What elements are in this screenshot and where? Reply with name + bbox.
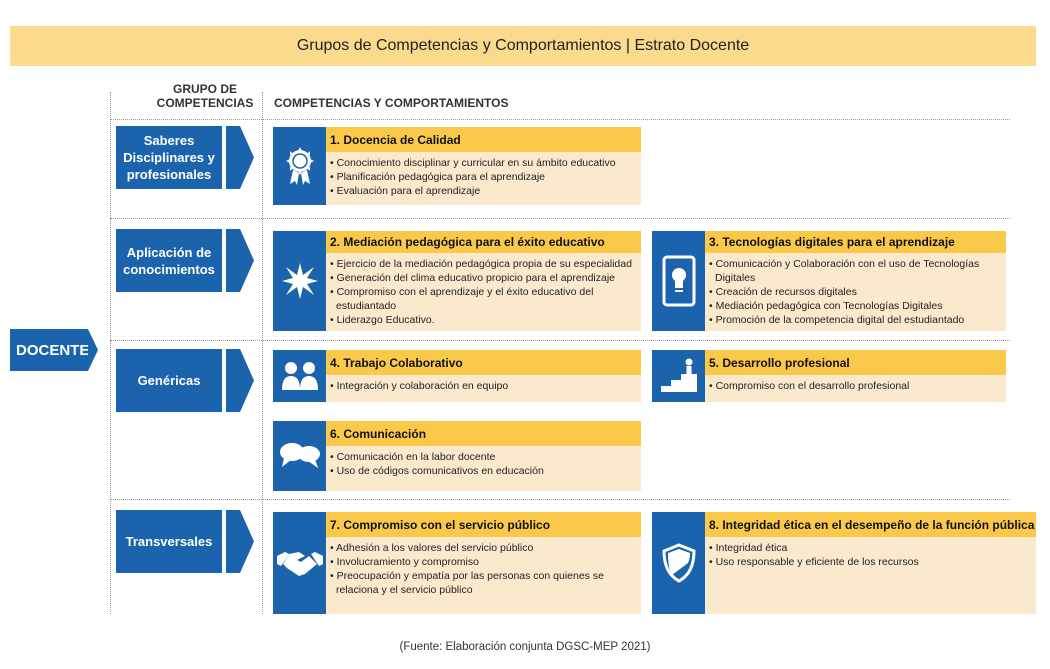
card-item: • Ejercicio de la mediación pedagógica propia de su especialidad — [330, 257, 637, 271]
card-item: • Integridad ética — [709, 541, 1032, 555]
card-item: • Comunicación en la labor docente — [330, 450, 637, 464]
row-divider — [110, 499, 1010, 500]
team-icon — [273, 350, 326, 402]
card-item: • Planificación pedagógica para el aprendizaje — [330, 170, 637, 184]
card-title: 8. Integridad ética en el desempeño de la función pública — [705, 512, 1036, 537]
card-title: 7. Compromiso con el servicio público — [326, 512, 641, 537]
card-item: • Creación de recursos digitales — [709, 285, 1002, 299]
competencies-header: COMPETENCIAS Y COMPORTAMIENTOS — [274, 96, 509, 110]
group-header — [150, 82, 260, 110]
card-item: • Involucramiento y compromiso — [330, 555, 637, 569]
group-box-aplicacion: Aplicación de conocimientos — [116, 229, 222, 292]
handshake-icon — [273, 512, 326, 614]
competency-card-2 — [273, 231, 641, 331]
speech-bubbles-icon — [273, 421, 326, 491]
page-title: Grupos de Competencias y Comportamientos | Estrato Docente — [10, 26, 1036, 66]
group-box-transversales: Transversales — [116, 510, 222, 573]
stairs-person-icon — [652, 350, 705, 402]
card-body — [326, 537, 641, 614]
source-note: (Fuente: Elaboración conjunta DGSC-MEP 2021) — [399, 641, 651, 653]
row-divider — [110, 340, 1010, 341]
card-body — [326, 375, 641, 402]
docente-label: DOCENTE — [10, 329, 88, 371]
tablet-lightbulb-icon — [652, 231, 705, 331]
competency-card-3 — [652, 231, 1006, 331]
group-arrow — [226, 349, 254, 412]
card-body — [326, 253, 641, 331]
card-item: • Comunicación y Colaboración con el uso de Tecnologías Digitales — [709, 257, 1002, 285]
card-title: 3. Tecnologías digitales para el aprendizaje — [705, 231, 1006, 253]
row-divider — [110, 218, 1010, 219]
competency-card-1 — [273, 127, 641, 205]
shield-icon — [652, 512, 705, 614]
card-item: • Generación del clima educativo propicio para el aprendizaje — [330, 271, 637, 285]
card-item: • Liderazgo Educativo. — [330, 313, 637, 327]
group-box-saberes: Saberes Disciplinares y profesionales — [116, 126, 222, 189]
competency-card-5 — [652, 350, 1006, 402]
competency-card-7 — [273, 512, 641, 614]
card-item: • Compromiso con el aprendizaje y el éxito educativo del estudiantado — [330, 285, 637, 313]
card-item: • Conocimiento disciplinar y curricular en su ámbito educativo — [330, 156, 637, 170]
card-item: • Promoción de la competencia digital del estudiantado — [709, 313, 1002, 327]
card-item: • Mediación pedagógica con Tecnologías Digitales — [709, 299, 1002, 313]
group-header-line1: GRUPO DE — [172, 82, 237, 96]
card-title: 2. Mediación pedagógica para el éxito educativo — [326, 231, 641, 253]
card-item: • Evaluación para el aprendizaje — [330, 184, 637, 198]
card-item: • Uso responsable y eficiente de los recursos — [709, 555, 1032, 569]
card-title: 5. Desarrollo profesional — [705, 350, 1006, 375]
group-header-line2: COMPETENCIAS — [156, 96, 254, 110]
group-arrow — [226, 510, 254, 573]
medal-icon — [273, 127, 326, 205]
competency-card-8 — [652, 512, 1036, 614]
competency-card-6 — [273, 421, 641, 491]
card-item: • Integración y colaboración en equipo — [330, 379, 637, 393]
group-arrow — [226, 229, 254, 292]
card-body — [326, 152, 641, 205]
card-body — [326, 446, 641, 491]
card-item: • Compromiso con el desarrollo profesional — [709, 379, 1002, 393]
card-item: • Preocupación y empatía por las personas con quienes se relaciona y el servicio público — [330, 569, 637, 597]
card-title: 1. Docencia de Calidad — [326, 127, 641, 152]
column-divider — [262, 92, 263, 614]
group-box-genericas: Genéricas — [116, 349, 222, 412]
card-body — [705, 375, 1006, 402]
card-item: • Uso de códigos comunicativos en educación — [330, 464, 637, 478]
card-item: • Adhesión a los valores del servicio público — [330, 541, 637, 555]
row-divider — [110, 119, 1010, 120]
card-body — [705, 537, 1036, 614]
card-body — [705, 253, 1006, 331]
left-divider — [110, 92, 111, 614]
card-title: 4. Trabajo Colaborativo — [326, 350, 641, 375]
competency-card-4 — [273, 350, 641, 402]
star-burst-icon — [273, 231, 326, 331]
card-title: 6. Comunicación — [326, 421, 641, 446]
group-arrow — [226, 126, 254, 189]
